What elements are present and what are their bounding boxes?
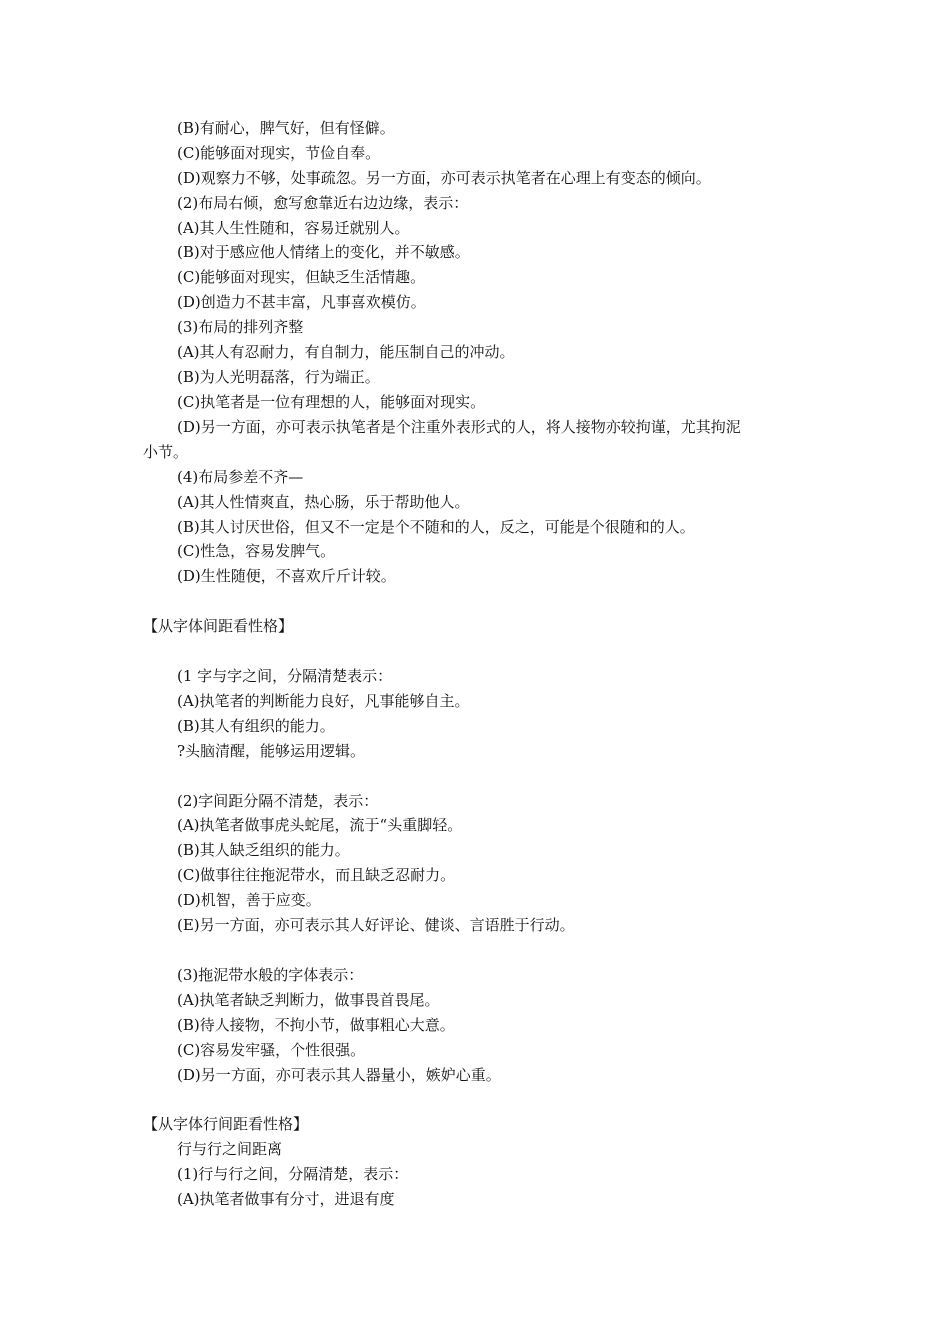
text-line: (B)其人有组织的能力。	[177, 717, 335, 735]
text-line: (B)其人讨厌世俗，但又不一定是个不随和的人，反之，可能是个很随和的人。	[177, 518, 695, 536]
text-line: (B)有耐心，脾气好，但有怪僻。	[177, 119, 395, 137]
text-line: (3)拖泥带水般的字体表示：	[177, 966, 364, 984]
text-line: (2)布局右倾，愈写愈靠近右边边缘，表示：	[177, 194, 469, 212]
text-line: (2)字间距分隔不清楚，表示：	[177, 792, 379, 810]
text-line: (A)其人有忍耐力，有自制力，能压制自己的冲动。	[177, 343, 515, 361]
text-line: (C)能够面对现实，节俭自奉。	[177, 144, 381, 162]
text-line: (A)执笔者做事虎头蛇尾，流于“头重脚轻。	[177, 816, 463, 834]
text-line: (A)执笔者做事有分寸，进退有度	[177, 1190, 395, 1208]
text-line: (D)创造力不甚丰富，凡事喜欢模仿。	[177, 293, 426, 311]
text-line: (1)行与行之间，分隔清楚，表示：	[177, 1165, 409, 1183]
text-line: (C)能够面对现实，但缺乏生活情趣。	[177, 268, 426, 286]
text-line: (C)容易发牢骚，个性很强。	[177, 1041, 366, 1059]
text-line: 小节。	[143, 443, 189, 461]
text-line: (D)机智，善于应变。	[177, 891, 321, 909]
text-line: (A)其人生性随和，容易迁就别人。	[177, 219, 410, 237]
text-line: (1 字与字之间，分隔清楚表示：	[177, 667, 393, 685]
text-line: (D)生性随便，不喜欢斤斤计较。	[177, 567, 396, 585]
text-line: (A)其人性情爽直，热心肠，乐于帮助他人。	[177, 493, 470, 511]
text-line: (C)做事往往拖泥带水，而且缺乏忍耐力。	[177, 866, 456, 884]
text-line: (4)布局参差不齐—	[177, 468, 304, 486]
text-line: (B)为人光明磊落，行为端正。	[177, 368, 380, 386]
section-heading: 【从字体行间距看性格】	[143, 1115, 309, 1133]
text-line: (E)另一方面，亦可表示其人好评论、健谈、言语胜于行动。	[177, 916, 575, 934]
text-line: ?头脑清醒，能够运用逻辑。	[177, 742, 366, 760]
text-line: (D)另一方面，亦可表示执笔者是个注重外表形式的人，将人接物亦较拘谨，尤其拘泥	[177, 418, 741, 436]
text-line: (B)待人接物，不拘小节，做事粗心大意。	[177, 1016, 455, 1034]
text-line: (A)执笔者缺乏判断力，做事畏首畏尾。	[177, 991, 440, 1009]
text-line: (A)执笔者的判断能力良好，凡事能够自主。	[177, 692, 470, 710]
text-line: 行与行之间距离	[177, 1140, 283, 1158]
text-line: (3)布局的排列齐整	[177, 318, 304, 336]
text-line: (D)观察力不够，处事疏忽。另一方面，亦可表示执笔者在心理上有变态的倾向。	[177, 169, 711, 187]
text-line: (D)另一方面，亦可表示其人器量小，嫉妒心重。	[177, 1066, 501, 1084]
section-heading: 【从字体间距看性格】	[143, 617, 294, 635]
text-line: (B)对于感应他人情绪上的变化，并不敏感。	[177, 243, 470, 261]
text-line: (B)其人缺乏组织的能力。	[177, 841, 350, 859]
text-line: (C)执笔者是一位有理想的人，能够面对现实。	[177, 393, 486, 411]
text-line: (C)性急，容易发脾气。	[177, 542, 336, 560]
